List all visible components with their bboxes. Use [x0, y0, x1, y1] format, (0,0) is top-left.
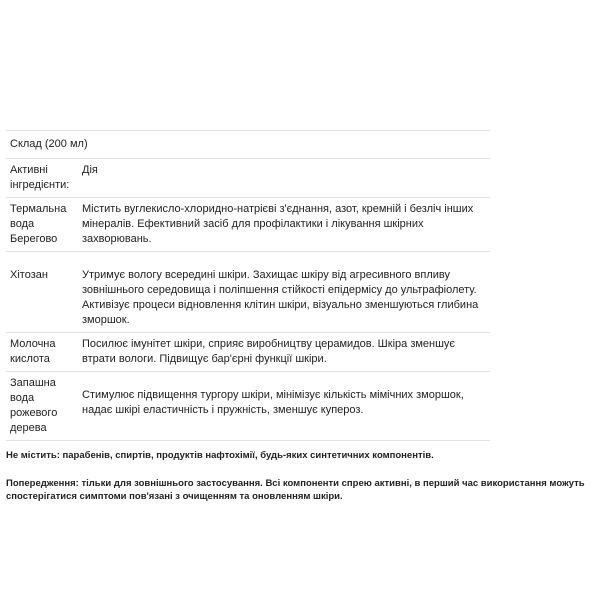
free-from-note: Не містить: парабенів, спиртів, продуктів нафтохімії, будь-яких синтетичних компонентів. — [6, 450, 434, 461]
ingredient-action: Містить вуглекисло-хлоридно-натрієві з'єднання, азот, кремній і безліч інших мінералів. Ефективний засіб для профілактики і лікування шкірних захворювань. — [76, 198, 490, 252]
notes-section — [6, 449, 594, 503]
warning-note: Попередження: тільки для зовнішнього застосування. Всі компоненти спрею активні, в перший час використання можуть спостерігатися симптоми пов'язані з очищенням та оновленням шкіри. — [6, 478, 585, 502]
ingredient-action: Стимулює підвищення тургору шкіри, мінімізує кількість мімічних зморшок, надає шкірі еластичність і пружність, зменшує купероз. — [76, 372, 490, 441]
composition-table — [6, 130, 490, 441]
table-header-row — [6, 159, 490, 198]
table-row — [6, 333, 490, 372]
table-row — [6, 198, 490, 252]
header-action: Дія — [76, 159, 490, 198]
ingredient-name: Молочна кислота — [6, 333, 76, 372]
ingredient-name: Термальна вода Берегово — [6, 198, 76, 252]
composition-document — [6, 130, 594, 503]
table-row — [6, 252, 490, 333]
ingredient-name: Запашна вода рожевого дерева — [6, 372, 76, 441]
table-row — [6, 372, 490, 441]
ingredient-name: Хітозан — [6, 252, 76, 333]
table-caption-row — [6, 131, 490, 159]
header-ingredients: Активні інгредієнти: — [6, 159, 76, 198]
table-caption: Склад (200 мл) — [6, 131, 490, 159]
ingredient-action: Утримує вологу всередині шкіри. Захищає шкіру від агресивного впливу зовнішнього середовища і поліпшення стійкості епідермісу до ультрафіолету. Активізує процеси відновлення клітин шкіри, візуально зменшуються глибина зморшок. — [76, 252, 490, 333]
ingredient-action: Посилює імунітет шкіри, сприяє виробництву церамидов. Шкіра зменшує втрати вологи. Підвищує бар'єрні функції шкіри. — [76, 333, 490, 372]
